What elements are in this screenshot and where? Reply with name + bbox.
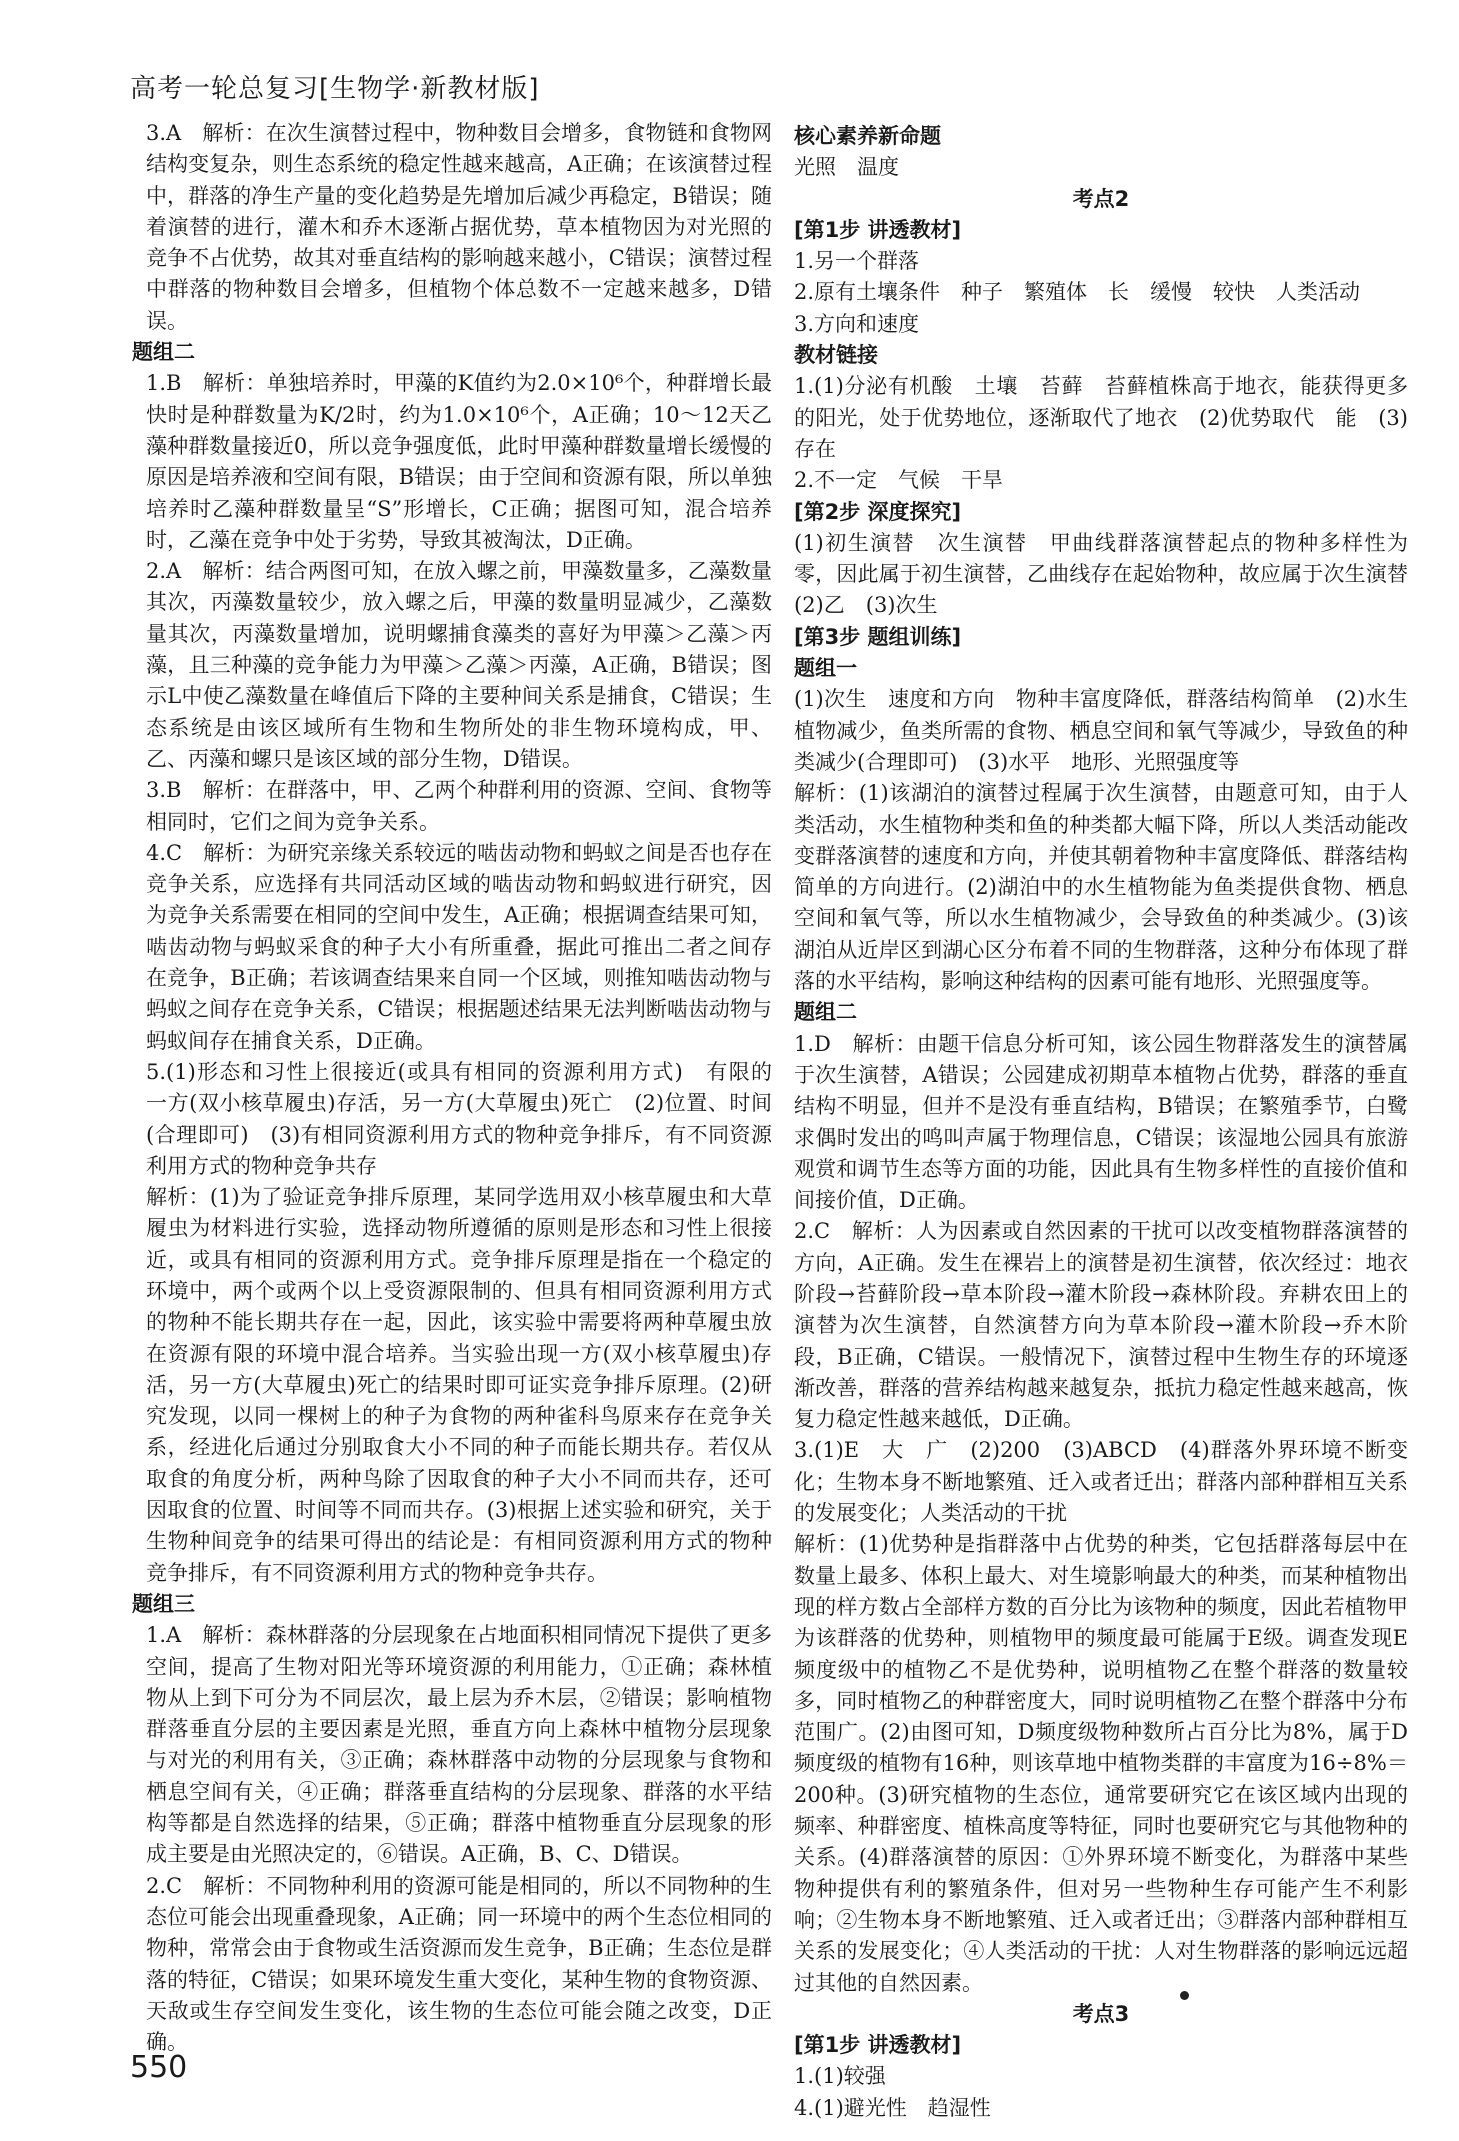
step-heading: [第3步 题组训练] [794,624,962,649]
answer-paragraph: 3.A 解析：在次生演替过程中，物种数目会增多，食物链和食物网结构变复杂，则生态系统的稳定性越来越高，A正确；在该演替过程中，群落的净生产量的变化趋势是先增加后减少再稳定，B错误；随着演替的进行，灌木和乔木逐渐占据优势，草本植物因为对光照的竞争不占优势，故其对垂直结构的影响越来越小，C错误；演替过程中群落的物种数目会增多，但植物个体总数不一定越来越多，D错误。 [146,121,772,333]
page-number: 550 [130,2050,188,2085]
answer-line: 1.(1)较强 [794,2064,886,2089]
topic-heading: 考点2 [1072,186,1130,211]
answer-paragraph: 2.A 解析：结合两图可知，在放入螺之前，甲藻数量多，乙藻数量其次，丙藻数量较少，放入螺之后，甲藻的数量明显减少，乙藻数量其次，丙藻数量增加，说明螺捕食藻类的喜好为甲藻＞乙藻＞丙藻，且三种藻的竞争能力为甲藻＞乙藻＞丙藻，A正确，B错误；图示L中使乙藻数量在峰值后下降的主要种间关系是捕食，C错误；生态系统是由该区域所有生物和生物所处的非生物环境构成，甲、乙、丙藻和螺只是该区域的部分生物，D错误。 [146,559,772,771]
answer-paragraph: (1)初生演替 次生演替 甲曲线群落演替起点的物种多样性为零，因此属于初生演替，乙曲线存在起始物种，故应属于次生演替 (2)乙 (3)次生 [794,530,1429,618]
section-heading: 题组三 [132,1591,195,1616]
answer-paragraph: 3.B 解析：在群落中，甲、乙两个种群利用的资源、空间、食物等相同时，它们之间为竞争关系。 [146,778,772,834]
analysis-paragraph: 解析：(1)为了验证竞争排斥原理，某同学选用双小核草履虫和大草履虫为材料进行实验，选择动物所遵循的原则是形态和习性上很接近，或具有相同的资源利用方式。竞争排斥原理是指在一个稳定的环境中，两个或两个以上受资源限制的、但具有相同资源利用方式的物种不能长期共存在一起，因此，该实验中需要将两种草履虫放在资源有限的环境中混合培养。当实验出现一方(双小核草履虫)存活，另一方(大草履虫)死亡的结果时即可证实竞争排斥原理。(2)研究发现，以同一棵树上的种子为食物的两种雀科鸟原来存在竞争关系，经进化后通过分别取食大小不同的种子而能长期共存。若仅从取食的角度分析，两种鸟除了因取食的种子大小不同而共存，还可因取食的位置、时间等不同而共存。(3)根据上述实验和研究，关于生物种间竞争的结果可得出的结论是：有相同资源利用方式的物种竞争排斥，有不同资源利用方式的物种竞争共存。 [146,1185,772,1585]
section-heading: 题组二 [132,340,195,365]
answer-paragraph: 1.D 解析：由题干信息分析可知，该公园生物群落发生的演替属于次生演替，A错误；公园建成初期草本植物占优势，群落的垂直结构不明显，但并不是没有垂直结构，B错误；在繁殖季节，白鹭求偶时发出的鸣叫声属于物理信息，C错误；该湿地公园具有旅游观赏和调节生态等方面的功能，因此具有生物多样性的直接价值和间接价值，D正确。 [794,1031,1408,1213]
answer-paragraph: 3.(1)E 大 广 (2)200 (3)ABCD (4)群落外界环境不断变化；生物本身不断地繁殖、迁入或者迁出；群落内部种群相互关系的发展变化；人类活动的干扰 [794,1438,1408,1526]
section-heading: 教材链接 [794,343,878,368]
step-heading: [第2步 深度探究] [794,499,962,524]
answer-paragraph: 1.B 解析：单独培养时，甲藻的K值约为2.0×10⁶个，种群增长最快时是种群数量为K/2时，约为1.0×10⁶个，A正确；10～12天乙藻种群数量接近0，所以竞争强度低，此时甲藻种群数量增长缓慢的原因是培养液和空间有限，B错误；由于空间和资源有限，所以单独培养时乙藻种群数量呈“S”形增长，C正确；据图可知，混合培养时，乙藻在竞争中处于劣势，导致其被淘汰，D正确。 [146,371,772,552]
topic-heading: 考点3 [1072,2001,1130,2026]
answer-paragraph: 2.C 解析：不同物种利用的资源可能是相同的，所以不同物种的生态位可能会出现重叠现象，A正确；同一环境中的两个生态位相同的物种，常常会由于食物或生活资源而发生竞争，B正确；生态位是群落的特征，C错误；如果环境发生重大变化，某种生物的食物资源、天敌或生存空间发生变化，该生物的生态位可能会随之改变，D正确。 [146,1873,772,2055]
answer-line: 1.另一个群落 [794,249,920,274]
analysis-paragraph: 解析：(1)优势种是指群落中占优势的种类，它包括群落每层中在数量上最多、体积上最大、对生境影响最大的种类，而某种植物出现的样方数占全部样方数的百分比为该物种的频度，因此若植物甲为该群落的优势种，则植物甲的频度最可能属于E级。调查发现E频度级中的植物乙不是优势种，说明植物乙在整个群落的数量较多，同时植物乙的种群密度大，同时说明植物乙在整个群落中分布范围广。(2)由图可知，D频度级物种数所占百分比为8%，属于D频度级的植物有16种，则该草地中植物类群的丰富度为16÷8%＝200种。(3)研究植物的生态位，通常要研究它在该区域内出现的频率、种群密度、植株高度等特征，同时也要研究它与其他物种的关系。(4)群落演替的原因：①外界环境不断变化，为群落中某些物种提供有利的繁殖条件，但对另一些物种生存可能产生不利影响；②生物本身不断地繁殖、迁入或者迁出；③群落内部种群相互关系的发展变化；④人类活动的干扰：人对生物群落的影响远远超过其他的自然因素。 [794,1532,1408,1995]
step-heading: [第1步 讲透教材] [794,2033,962,2058]
section-heading: 题组二 [794,1000,857,1025]
answer-line: 4.(1)避光性 趋湿性 [794,2095,991,2120]
step-heading: [第1步 讲透教材] [794,217,962,242]
analysis-paragraph: 解析：(1)该湖泊的演替过程属于次生演替，由题意可知，由于人类活动，水生植物种类和鱼的种类都大幅下降，所以人类活动能改变群落演替的速度和方向，并使其朝着物种丰富度降低、群落结构简单的方向进行。(2)湖泊中的水生植物能为鱼类提供食物、栖息空间和氧气等，所以水生植物减少，会导致鱼的种类减少。(3)该湖泊从近岸区到湖心区分布着不同的生物群落，这种分布体现了群落的水平结构，影响这种结构的因素可能有地形、光照强度等。 [794,781,1408,994]
section-heading: 题组一 [794,656,857,681]
answer-line: 光照 温度 [794,155,899,180]
answer-line: 2.不一定 气候 干旱 [794,468,1004,493]
section-heading: 核心素养新命题 [794,124,941,148]
answer-line: 3.方向和速度 [794,311,920,336]
answer-paragraph: 5.(1)形态和习性上很接近(或具有相同的资源利用方式) 有限的 一方(双小核草履虫)存活，另一方(大草履虫)死亡 (2)位置、时间(合理即可) (3)有相同资源利用方式的物种竞争排斥，有不同资源利用方式的物种竞争共存 [146,1059,793,1178]
page-header: 高考一轮总复习[生物学·新教材版] [130,74,540,104]
answer-paragraph: 1.A 解析：森林群落的分层现象在占地面积相同情况下提供了更多空间，提高了生物对阳光等环境资源的利用能力，①正确；森林植物从上到下可分为不同层次，最上层为乔木层，②错误；影响植物群落垂直分层的主要因素是光照，垂直方向上森林中植物分层现象与对光的利用有关，③正确；森林群落中动物的分层现象与食物和栖息空间有关，④正确；群落垂直结构的分层现象、群落的水平结构等都是自然选择的结果，⑤正确；群落中植物垂直分层现象的形成主要是由光照决定的，⑥错误。A正确，B、C、D错误。 [146,1623,772,1867]
answer-line: 2.原有土壤条件 种子 繁殖体 长 缓慢 较快 人类活动 [794,280,1361,305]
answer-paragraph: 2.C 解析：人为因素或自然因素的干扰可以改变植物群落演替的方向，A正确。发生在裸岩上的演替是初生演替，依次经过：地衣阶段→苔藓阶段→草本阶段→灌木阶段→森林阶段。弃耕农田上的演替为次生演替，自然演替方向为草本阶段→灌木阶段→乔木阶段，B正确，C错误。一般情况下，演替过程中生物生存的环境逐渐改善，群落的营养结构越来越复杂，抵抗力稳定性越来越高，恢复力稳定性越来越低，D正确。 [794,1219,1408,1432]
answer-paragraph: 4.C 解析：为研究亲缘关系较远的啮齿动物和蚂蚁之间是否也存在竞争关系，应选择有共同活动区域的啮齿动物和蚂蚁进行研究，因为竞争关系需要在相同的空间中发生，A正确；根据调查结果可知，啮齿动物与蚂蚁采食的种子大小有所重叠，据此可推出二者之间存在竞争，B正确；若该调查结果来自同一个区域，则推知啮齿动物与蚂蚁之间存在竞争关系，C错误；根据题述结果无法判断啮齿动物与蚂蚁间存在捕食关系，D正确。 [146,840,772,1053]
answer-paragraph: 1.(1)分泌有机酸 土壤 苔藓 苔藓植株高于地衣，能获得更多的阳光，处于优势地位，逐渐取代了地衣 (2)优势取代 能 (3)存在 [794,374,1408,461]
bullet-dot [1180,1991,1189,2000]
answer-paragraph: (1)次生 速度和方向 物种丰富度降低，群落结构简单 (2)水生植物减少，鱼类所需的食物、栖息空间和氧气等减少，导致鱼的种类减少(合理即可) (3)水平 地形、光照强度等 [794,687,1408,774]
left-column [132,118,793,2058]
right-column [794,121,1429,2124]
